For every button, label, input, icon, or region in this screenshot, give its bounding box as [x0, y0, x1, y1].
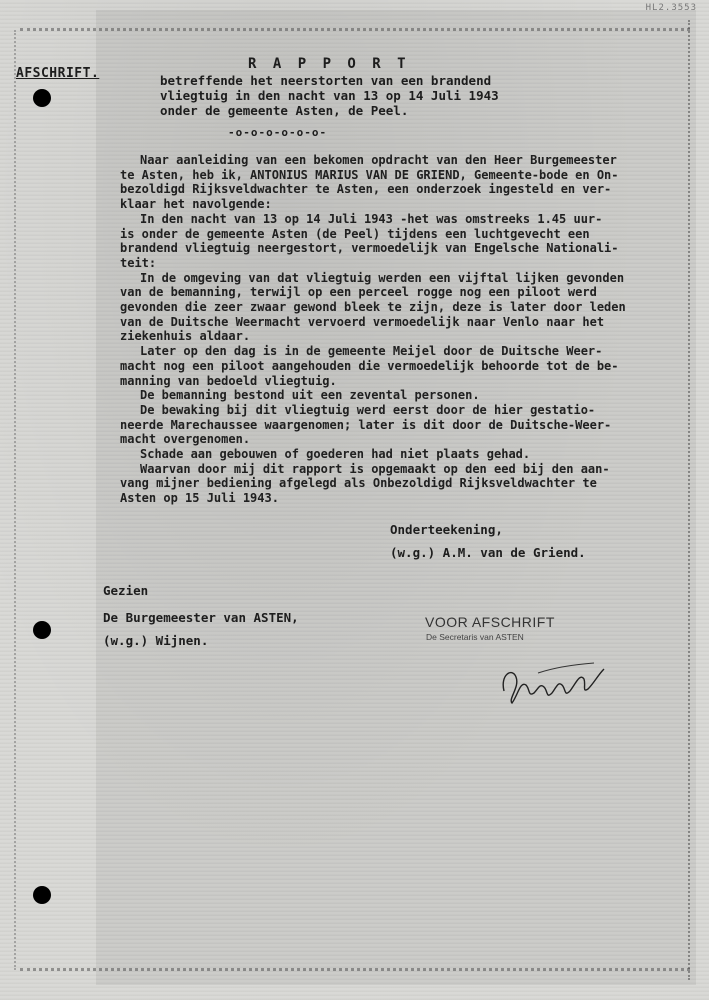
- body-line: klaar het navolgende:: [120, 197, 272, 212]
- seen-label: Gezien: [103, 583, 149, 598]
- body-line: De bemanning bestond uit een zevental personen.: [140, 388, 480, 403]
- body-line: vang mijner bediening afgelegd als Onbezoldigd Rijksveldwachter te: [120, 476, 597, 491]
- body-line: neerde Marechaussee waargenomen; later is dit door de Duitsche-Weer-: [120, 417, 612, 432]
- body-paragraph: [120, 447, 700, 462]
- stamp-title: VOOR AFSCHRIFT: [425, 614, 555, 630]
- body-line: Naar aanleiding van een bekomen opdracht van den Heer Burgemeester: [140, 153, 617, 167]
- punch-hole-icon: [33, 621, 51, 639]
- body-line: brandend vliegtuig neergestort, vermoedelijk van Engelsche Nationali-: [120, 241, 619, 256]
- body-line: Schade aan gebouwen of goederen had niet plaats gehad.: [140, 447, 531, 462]
- subtitle-line: vliegtuig in den nacht van 13 op 14 Juli 1943: [160, 88, 499, 103]
- body-line: macht overgenomen.: [120, 432, 251, 447]
- subtitle-line: onder de gemeente Asten, de Peel.: [160, 103, 409, 118]
- punch-hole-icon: [33, 886, 51, 904]
- bottom-edge-noise: [20, 968, 690, 971]
- punch-hole-icon: [33, 89, 51, 107]
- body-line: Asten op 15 Juli 1943.: [120, 491, 279, 506]
- body-paragraph: [120, 212, 700, 271]
- body-paragraph: [120, 403, 700, 447]
- body-line: gevonden die zeer zwaar gewond bleek te zijn, deze is later door leden: [120, 300, 626, 315]
- body-line: Later op den dag is in de gemeente Meijel door de Duitsche Weer-: [140, 344, 603, 359]
- body-line: te Asten, heb ik, ANTONIUS MARIUS VAN DE GRIEND, Gemeente-bode en On-: [120, 167, 619, 182]
- body-line: teit:: [120, 255, 157, 270]
- body-paragraph: [120, 271, 700, 345]
- body-paragraph: [120, 153, 700, 212]
- subtitle-line: betreffende het neerstorten van een brandend: [160, 73, 492, 88]
- body-line: ziekenhuis aldaar.: [120, 329, 251, 344]
- body-line: van de Duitsche Weermacht vervoerd vermoedelijk naar Venlo naar het: [120, 314, 605, 329]
- body-line: In de omgeving van dat vliegtuig werden een vijftal lijken gevonden: [140, 270, 625, 285]
- mayor-title: De Burgemeester van ASTEN,: [103, 610, 299, 625]
- top-edge-noise: [20, 28, 690, 36]
- body-paragraph: [120, 344, 700, 388]
- signature-label: Onderteekening,: [390, 522, 503, 537]
- body-paragraph: [120, 462, 700, 506]
- mayor-name: (w.g.) Wijnen.: [103, 633, 209, 648]
- stamp-subtitle: De Secretaris van ASTEN: [426, 632, 524, 642]
- left-edge-noise: [14, 30, 16, 970]
- body-line: bezoldigd Rijksveldwachter te Asten, een onderzoek ingesteld en ver-: [120, 182, 612, 197]
- archive-mark: HL2.3553: [645, 3, 697, 13]
- signature-name: (w.g.) A.M. van de Griend.: [390, 545, 586, 560]
- body-line: manning van bedoeld vliegtuig.: [120, 373, 337, 388]
- report-title: R A P P O R T: [248, 56, 410, 72]
- body-line: Waarvan door mij dit rapport is opgemaakt op den eed bij den aan-: [140, 461, 610, 476]
- report-subtitle: [160, 73, 499, 118]
- divider: -o-o-o-o-o-o-: [228, 126, 328, 139]
- body-line: van de bemanning, terwijl op een perceel rogge nog een piloot werd: [120, 285, 597, 300]
- body-line: macht nog een piloot aangehouden die vermoedelijk behoorde tot de be-: [120, 358, 619, 373]
- body-line: In den nacht van 13 op 14 Juli 1943 -het was omstreeks 1.45 uur-: [140, 211, 603, 226]
- body-line: De bewaking bij dit vliegtuig werd eerst door de hier gestatio-: [140, 402, 596, 417]
- body-line: is onder de gemeente Asten (de Peel) tijdens een luchtgevecht een: [120, 226, 590, 241]
- handwritten-signature-icon: [498, 655, 610, 707]
- report-body: [120, 153, 700, 506]
- body-paragraph: [120, 388, 700, 403]
- copy-label: AFSCHRIFT.: [16, 66, 100, 81]
